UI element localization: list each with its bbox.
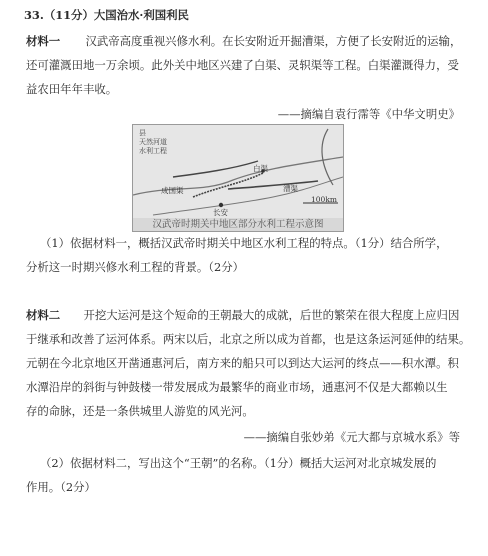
map-legend (139, 129, 167, 156)
material2-line-1: 开挖大运河是这个短命的王朝最大的成就，后世的繁荣在很大程度上应归因 (83, 308, 460, 322)
q2-line-1: （2）依据材料二，写出这个“王朝”的名称。（1分）概括大运河对北京城发展的 (40, 456, 437, 470)
material2-label: 材料二 (26, 308, 61, 322)
legend-county: 县 (139, 129, 146, 137)
q1-line-2: 分析这一时期兴修水利工程的背景。（2分） (26, 260, 244, 274)
q2-line-2: 作用。（2分） (26, 480, 96, 494)
map-figure (132, 124, 344, 232)
map-scale: 100km (311, 195, 337, 204)
map-label-caoqu: 漕渠 (283, 184, 298, 193)
material2-line-3: 元朝在今北京地区开凿通惠河后，南方来的船只可以到达大运河的终点——积水潭。积 (26, 356, 459, 370)
material1-line-3: 益农田年年丰收。 (26, 82, 118, 96)
legend-river: 天然河道 (139, 138, 167, 146)
material2-line-2: 于继承和改善了运河体系。两宋以后，北京之所以成为首都，也是这条运河延伸的结果。 (26, 332, 471, 346)
material1-line-1: 汉武帝高度重视兴修水利。在长安附近开掘漕渠，方便了长安附近的运输， (85, 34, 462, 48)
material2-line-4: 水潭沿岸的斜街与钟鼓楼一带发展成为最繁华的商业市场，通惠河不仅是大都赖以生 (26, 380, 448, 394)
map-caption: 汉武帝时期关中地区部分水利工程示意图 (133, 218, 343, 231)
material1-source: ——摘编自袁行霈等《中华文明史》 (277, 107, 460, 121)
material1-label: 材料一 (26, 34, 61, 48)
question-title: 33.（11分）大国治水·利国利民 (24, 8, 189, 22)
legend-water-project: 水利工程 (139, 147, 167, 155)
material2-source: ——摘编自张妙弟《元大都与京城水系》等 (243, 430, 460, 444)
material1-line-2: 还可灌溉田地一万余顷。此外关中地区兴建了白渠、灵轵渠等工程。白渠灌溉得力，受 (26, 58, 459, 72)
map-label-chengguoqu: 成国渠 (161, 186, 184, 195)
map-label-baiqu: 白渠 (253, 164, 268, 173)
map-label-changan: 长安 (213, 208, 228, 217)
material2-line-5: 存的命脉，还是一条供城里人游览的风光河。 (26, 404, 254, 418)
q1-line-1: （1）依据材料一，概括汉武帝时期关中地区水利工程的特点。（1分）结合所学， (40, 236, 448, 250)
